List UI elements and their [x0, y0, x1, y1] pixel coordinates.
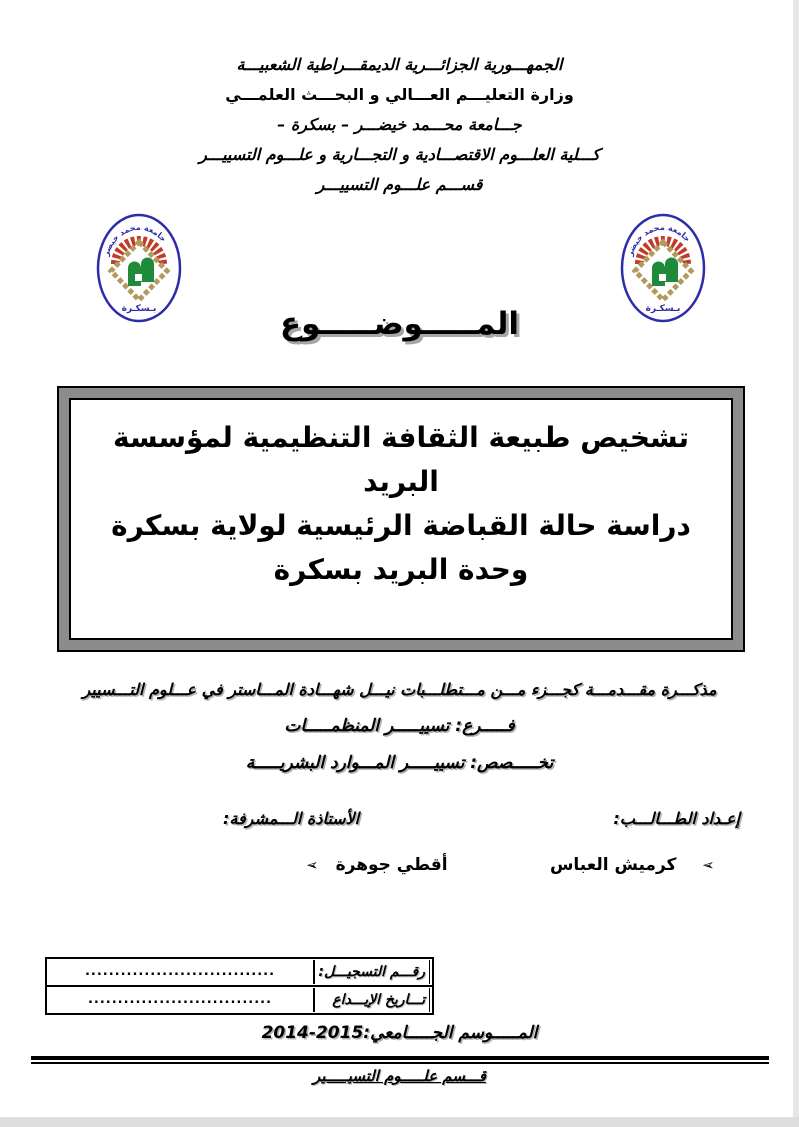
thesis-title-line3: وحدة البريد بسكرة [273, 553, 529, 586]
thesis-title-line2: دراسة حالة القباضة الرئيسية لولاية بسكرة [111, 509, 691, 542]
thesis-title-frame [57, 386, 745, 652]
registration-table [45, 957, 434, 1015]
university-seal-icon [84, 208, 194, 326]
specialty-line: تخـــــصص: تسييـــــر المـــوارد البشريـــــة [245, 753, 554, 773]
svg-text:جامعة محمد خيضر: جامعة محمد خيضر [625, 222, 693, 258]
university-seal-icon [608, 208, 718, 326]
memoir-statement: مذكـــرة مقـــدمـــة كجـــزء مـــن مـــتطلـــبات نيـــل شهـــادة المـــاستر في عـــلوم التـــسيير [82, 680, 717, 699]
supervisor-header: الأستاذة الـــمشرفة: [223, 809, 360, 828]
university-line: جـــامعة محـــمد خيضـــر – بسكرة – [277, 115, 522, 134]
scan-edge-right [793, 0, 799, 1127]
people-section [0, 809, 799, 895]
svg-text:جامعة محمد خيضر: جامعة محمد خيضر [101, 222, 169, 258]
student-name: كرميش العباس [549, 855, 677, 875]
academic-year: المـــــوسم الجـــــامعي:2015-2014 [261, 1023, 538, 1043]
subject-heading: المـــــوضـــــوع [279, 306, 519, 342]
footer-department: قـــسم علـــــوم التسيـــــير [312, 1067, 487, 1085]
ministry-line: وزارة التعليـــم العـــالي و البحـــث العلمـــي [225, 85, 574, 104]
memoir-section [0, 680, 799, 773]
svg-text:بـسكـرة: بـسكـرة [121, 304, 157, 314]
student-item [550, 855, 715, 875]
thesis-title-line1: تشخيص طبيعة الثقافة التنظيمية لمؤسسة البريد [112, 421, 690, 498]
svg-text:بـسكـرة: بـسكـرة [645, 304, 681, 314]
footer-divider [31, 1056, 769, 1064]
table-row [47, 985, 432, 1013]
deposit-date-label: تـــاريخ الإيـــداع [313, 988, 430, 1012]
thesis-title-box [69, 398, 733, 640]
registration-number-label: رقـــم التسجيـــل: [313, 960, 430, 984]
branch-line: فـــــرع: تسييـــــر المنظمـــــات [284, 716, 515, 736]
faculty-line: كـــلية العلـــوم الاقتصـــادية و التجـــارية و علـــوم التسييـــر [199, 145, 600, 164]
deposit-date-value: ............................... [87, 992, 273, 1007]
supervisor-item [306, 855, 448, 875]
arrow-bullet-icon: ➢ [702, 856, 715, 874]
table-row [47, 959, 432, 985]
arrow-bullet-icon: ➢ [306, 856, 319, 874]
scan-edge-bottom [0, 1117, 799, 1127]
page-header [0, 50, 799, 200]
department-line: قســـم علـــوم التسييـــر [316, 175, 483, 194]
republic-line: الجمهـــورية الجزائـــرية الديمقـــراطية الشعبيـــة [236, 55, 563, 74]
registration-number-value: ................................ [84, 964, 276, 979]
student-header: إعـداد الطـــالـــب: [613, 809, 740, 828]
supervisor-name: أقطي جوهرة [335, 855, 448, 875]
